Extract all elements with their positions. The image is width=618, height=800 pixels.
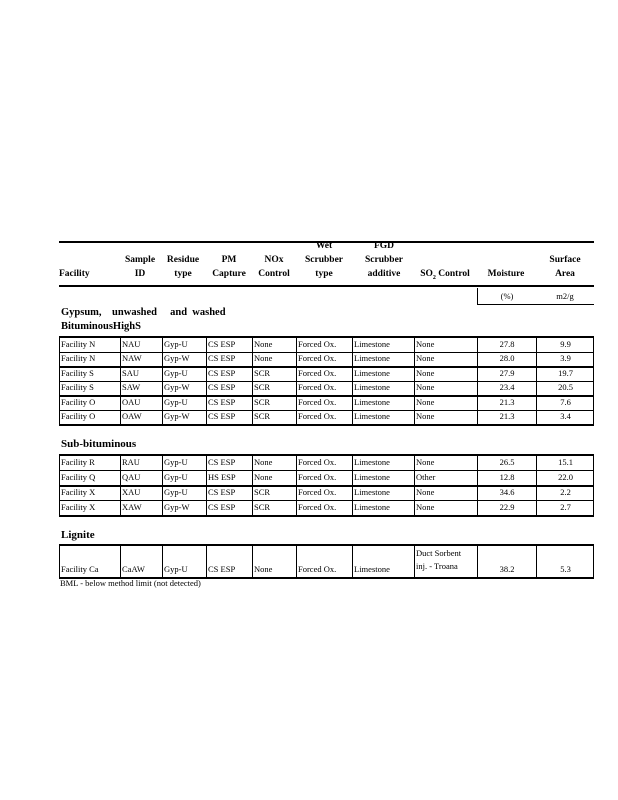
cell-facility: [61, 563, 119, 576]
header-so2-control: $SO_2$ Control: [420, 269, 470, 281]
cell-surface-area: [538, 367, 593, 380]
column-divider: [120, 544, 121, 578]
column-divider: [477, 544, 478, 578]
cell-text: Forced Ox.: [298, 502, 337, 512]
cell-text: 3.4: [560, 411, 571, 422]
cell-moisture: [479, 456, 535, 469]
cell-so2-control: [416, 367, 476, 380]
section-bottom-rule: [59, 515, 594, 517]
cell-moisture: [479, 563, 535, 576]
section-top-rule: [59, 544, 594, 546]
cell-text: SCR: [254, 502, 271, 512]
cell-surface-area: [538, 352, 593, 365]
section-title-sub-bituminous: Sub-bituminous: [61, 438, 137, 450]
cell-text: SAU: [122, 367, 140, 378]
cell-nox-control: [254, 456, 295, 469]
header-residue-1: Residue: [166, 255, 200, 265]
cell-sample-id: [122, 471, 161, 484]
cell-moisture: [479, 352, 535, 365]
cell-fgd-additive: [354, 381, 413, 394]
cell-text: Gyp-U: [164, 457, 188, 467]
cell-residue-type: [164, 501, 205, 514]
cell-facility: [61, 456, 119, 469]
cell-pm-capture: [208, 486, 251, 499]
cell-text: 21.3: [499, 396, 515, 407]
cell-text: CS ESP: [208, 338, 236, 349]
header-fgd-1: FGD: [373, 241, 395, 251]
cell-text: None: [254, 472, 273, 482]
cell-fgd-additive: [354, 410, 413, 423]
cell-nox-control: [254, 410, 295, 423]
cell-facility: [61, 410, 119, 423]
cell-nox-control: [254, 471, 295, 484]
cell-text: Facility N: [61, 353, 96, 364]
cell-text: Limestone: [354, 367, 390, 378]
cell-text: 38.2: [499, 563, 515, 574]
cell-text: OAW: [122, 411, 142, 422]
units-bottom-rule: [477, 304, 594, 305]
cell-text: Gyp-W: [164, 353, 190, 364]
cell-surface-area: [538, 471, 593, 484]
cell-pm-capture: [208, 471, 251, 484]
cell-nox-control: [254, 501, 295, 514]
cell-nox-control: [254, 563, 295, 576]
cell-text: None: [416, 411, 435, 422]
cell-text: XAW: [122, 502, 142, 512]
section-bottom-rule: [59, 424, 594, 426]
cell-text: Forced Ox.: [298, 563, 337, 574]
cell-facility: [61, 367, 119, 380]
cell-so2-control: [416, 456, 476, 469]
cell-text: Other: [416, 472, 436, 482]
cell-text: Forced Ox.: [298, 487, 337, 497]
cell-nox-control: [254, 486, 295, 499]
cell-so2-control: [416, 486, 476, 499]
cell-wet-scrubber: [298, 352, 351, 365]
cell-facility: [61, 352, 119, 365]
cell-fgd-additive: [354, 486, 413, 499]
cell-text: Forced Ox.: [298, 338, 337, 349]
cell-text: 12.8: [499, 472, 515, 482]
cell-surface-area: [538, 381, 593, 394]
cell-text: None: [416, 338, 435, 349]
cell-wet-scrubber: [298, 471, 351, 484]
cell-facility: [61, 471, 119, 484]
header-wet-1: Wet: [315, 241, 333, 251]
cell-text: 22.0: [558, 472, 573, 482]
cell-moisture: [479, 471, 535, 484]
cell-text: Gyp-U: [164, 396, 188, 407]
header-moisture: Moisture: [487, 269, 525, 279]
cell-surface-area: [538, 410, 593, 423]
cell-text: CS ESP: [208, 457, 236, 467]
cell-residue-type: [164, 563, 205, 576]
cell-sample-id: [122, 563, 161, 576]
column-divider: [593, 544, 594, 578]
cell-text: Forced Ox.: [298, 411, 337, 422]
cell-text: Limestone: [354, 563, 390, 574]
cell-text: None: [254, 338, 273, 349]
cell-wet-scrubber: [298, 367, 351, 380]
cell-surface-area: [538, 563, 593, 576]
cell-surface-area: [538, 486, 593, 499]
cell-so2-control: [416, 352, 476, 365]
cell-text: CS ESP: [208, 396, 236, 407]
cell-text: HS ESP: [208, 472, 236, 482]
cell-residue-type: [164, 352, 205, 365]
cell-text: inj. - Troana: [416, 561, 458, 571]
column-divider: [162, 544, 163, 578]
cell-residue-type: [164, 381, 205, 394]
cell-text: None: [416, 353, 435, 364]
cell-moisture: [479, 381, 535, 394]
header-fgd-3: additive: [367, 269, 401, 279]
cell-text: Limestone: [354, 457, 390, 467]
cell-pm-capture: [208, 381, 251, 394]
cell-text: CS ESP: [208, 502, 236, 512]
cell-text: Limestone: [354, 411, 390, 422]
cell-moisture: [479, 486, 535, 499]
cell-text: None: [254, 563, 273, 574]
cell-text: None: [254, 353, 273, 364]
cell-text: None: [416, 367, 435, 378]
cell-text: XAU: [122, 487, 141, 497]
header-surface-1: Surface: [549, 255, 581, 265]
cell-wet-scrubber: [298, 396, 351, 409]
header-fgd-2: Scrubber: [365, 255, 403, 265]
header-wet-2: Scrubber: [305, 255, 343, 265]
cell-moisture: [479, 501, 535, 514]
cell-text: CS ESP: [208, 353, 236, 364]
cell-moisture: [479, 367, 535, 380]
cell-wet-scrubber: [298, 486, 351, 499]
cell-text: Limestone: [354, 502, 390, 512]
cell-nox-control: [254, 396, 295, 409]
cell-pm-capture: [208, 410, 251, 423]
header-bottom-rule: [59, 285, 594, 287]
cell-text: SCR: [254, 411, 271, 422]
cell-text: Facility S: [61, 382, 94, 393]
cell-fgd-additive: [354, 396, 413, 409]
cell-text: CaAW: [122, 563, 145, 574]
cell-text: Limestone: [354, 338, 390, 349]
cell-residue-type: [164, 471, 205, 484]
cell-residue-type: [164, 338, 205, 351]
cell-so2-control: [416, 501, 476, 514]
column-divider: [206, 544, 207, 578]
cell-text: None: [254, 457, 273, 467]
cell-wet-scrubber: [298, 456, 351, 469]
cell-text: 19.7: [558, 367, 573, 378]
cell-text: Gyp-U: [164, 367, 188, 378]
cell-text: Limestone: [354, 382, 390, 393]
cell-facility: [61, 396, 119, 409]
cell-fgd-additive: [354, 456, 413, 469]
cell-text: 21.3: [499, 411, 515, 422]
cell-text: 2.7: [560, 502, 571, 512]
cell-so2-control: [416, 338, 476, 351]
cell-facility: [61, 338, 119, 351]
subtitle-line-2: BituminousHighS: [61, 321, 141, 332]
header-residue-2: type: [174, 269, 192, 279]
cell-residue-type: [164, 456, 205, 469]
cell-text: 34.6: [499, 487, 515, 497]
cell-text: Gyp-W: [164, 502, 190, 512]
cell-text: NAW: [122, 353, 142, 364]
cell-text: 27.9: [499, 367, 515, 378]
cell-text: Forced Ox.: [298, 382, 337, 393]
cell-facility: [61, 486, 119, 499]
cell-text: Gyp-U: [164, 563, 188, 574]
cell-surface-area: [538, 501, 593, 514]
cell-text: CS ESP: [208, 411, 236, 422]
cell-text: Forced Ox.: [298, 396, 337, 407]
cell-fgd-additive: [354, 352, 413, 365]
cell-so2-control: [416, 410, 476, 423]
cell-facility: [61, 501, 119, 514]
cell-wet-scrubber: [298, 410, 351, 423]
cell-text: SAW: [122, 382, 141, 393]
units-divider: [477, 288, 478, 305]
cell-residue-type: [164, 367, 205, 380]
cell-text: Facility X: [61, 502, 96, 512]
cell-text: None: [416, 487, 435, 497]
cell-fgd-additive: [354, 563, 413, 576]
cell-residue-type: [164, 410, 205, 423]
cell-text: CS ESP: [208, 367, 236, 378]
cell-text: 20.5: [558, 382, 573, 393]
cell-wet-scrubber: [298, 338, 351, 351]
cell-text: Facility X: [61, 487, 96, 497]
cell-nox-control: [254, 352, 295, 365]
cell-text: Facility O: [61, 411, 96, 422]
cell-text: 23.4: [499, 382, 515, 393]
cell-moisture: [479, 410, 535, 423]
header-nox-1: NOx: [264, 255, 284, 265]
cell-sample-id: [122, 410, 161, 423]
cell-text: 7.6: [560, 396, 571, 407]
cell-text: RAU: [122, 457, 140, 467]
cell-nox-control: [254, 338, 295, 351]
cell-text: Forced Ox.: [298, 353, 337, 364]
cell-text: Gyp-U: [164, 472, 188, 482]
cell-text: QAU: [122, 472, 141, 482]
cell-pm-capture: [208, 367, 251, 380]
cell-surface-area: [538, 396, 593, 409]
cell-text: None: [416, 457, 435, 467]
column-divider: [414, 544, 415, 578]
cell-text: 2.2: [560, 487, 571, 497]
cell-pm-capture: [208, 563, 251, 576]
cell-text: 27.8: [499, 338, 515, 349]
header-sample-id-1: Sample: [124, 255, 156, 265]
column-divider: [252, 544, 253, 578]
cell-surface-area: [538, 338, 593, 351]
cell-text: SCR: [254, 382, 271, 393]
cell-pm-capture: [208, 338, 251, 351]
unit-surface-area: m2/g: [556, 291, 574, 301]
cell-fgd-additive: [354, 501, 413, 514]
header-nox-2: Control: [258, 269, 290, 279]
cell-pm-capture: [208, 396, 251, 409]
cell-text: Facility N: [61, 338, 96, 349]
cell-text: 5.3: [560, 563, 571, 574]
cell-moisture: [479, 396, 535, 409]
cell-text: CS ESP: [208, 382, 236, 393]
cell-so2-control: [416, 396, 476, 409]
cell-sample-id: [122, 396, 161, 409]
cell-facility: [61, 381, 119, 394]
cell-wet-scrubber: [298, 501, 351, 514]
cell-so2-control: [416, 471, 476, 484]
cell-text: Facility R: [61, 457, 95, 467]
cell-text: 9.9: [560, 338, 571, 349]
header-surface-2: Area: [555, 269, 575, 279]
cell-text: CS ESP: [208, 563, 236, 574]
cell-text: Limestone: [354, 487, 390, 497]
cell-so2-control: [416, 381, 476, 394]
cell-text: Forced Ox.: [298, 367, 337, 378]
unit-moisture: (%): [500, 291, 514, 301]
cell-text: NAU: [122, 338, 141, 349]
cell-moisture: [479, 338, 535, 351]
cell-sample-id: [122, 456, 161, 469]
cell-text: OAU: [122, 396, 141, 407]
cell-pm-capture: [208, 352, 251, 365]
header-pm-1: PM: [221, 255, 237, 265]
header-pm-2: Capture: [212, 269, 246, 279]
cell-nox-control: [254, 367, 295, 380]
cell-fgd-additive: [354, 471, 413, 484]
cell-sample-id: [122, 338, 161, 351]
cell-wet-scrubber: [298, 563, 351, 576]
cell-text: Forced Ox.: [298, 472, 337, 482]
cell-text: Limestone: [354, 353, 390, 364]
cell-text: SCR: [254, 367, 271, 378]
cell-text: SCR: [254, 487, 271, 497]
column-divider: [536, 544, 537, 578]
cell-text: None: [416, 382, 435, 393]
cell-text: Duct Sorbent: [416, 548, 462, 558]
cell-text: 22.9: [499, 502, 515, 512]
cell-pm-capture: [208, 456, 251, 469]
footnote: BML - below method limit (not detected): [60, 578, 201, 588]
cell-text: Facility Ca: [61, 563, 99, 574]
cell-text: 28.0: [499, 353, 515, 364]
cell-sample-id: [122, 486, 161, 499]
column-divider: [59, 544, 60, 578]
cell-text: Limestone: [354, 396, 390, 407]
cell-text: Facility S: [61, 367, 94, 378]
cell-text: Facility O: [61, 396, 96, 407]
cell-text: SCR: [254, 396, 271, 407]
cell-text: Gyp-W: [164, 382, 190, 393]
cell-residue-type: [164, 396, 205, 409]
header-facility: Facility: [59, 269, 90, 279]
cell-fgd-additive: [354, 367, 413, 380]
column-divider: [296, 544, 297, 578]
header-sample-id-2: ID: [134, 269, 146, 279]
cell-text: Gyp-U: [164, 338, 188, 349]
cell-text: Gyp-W: [164, 411, 190, 422]
cell-residue-type: [164, 486, 205, 499]
cell-nox-control: [254, 381, 295, 394]
subtitle-line-1: Gypsum, unwashed and washed: [61, 307, 226, 318]
cell-text: 15.1: [558, 457, 573, 467]
cell-text: Facility Q: [61, 472, 96, 482]
cell-pm-capture: [208, 501, 251, 514]
cell-sample-id: [122, 381, 161, 394]
cell-so2-control: [416, 547, 476, 573]
cell-text: Gyp-U: [164, 487, 188, 497]
cell-text: Forced Ox.: [298, 457, 337, 467]
cell-surface-area: [538, 456, 593, 469]
cell-wet-scrubber: [298, 381, 351, 394]
cell-text: None: [416, 396, 435, 407]
cell-sample-id: [122, 501, 161, 514]
cell-fgd-additive: [354, 338, 413, 351]
cell-text: CS ESP: [208, 487, 236, 497]
cell-sample-id: [122, 352, 161, 365]
section-title-lignite: Lignite: [61, 529, 95, 541]
cell-text: 3.9: [560, 353, 571, 364]
cell-sample-id: [122, 367, 161, 380]
cell-text: None: [416, 502, 435, 512]
header-wet-3: type: [315, 269, 333, 279]
column-divider: [352, 544, 353, 578]
cell-text: 26.5: [499, 457, 515, 467]
cell-text: Limestone: [354, 472, 390, 482]
